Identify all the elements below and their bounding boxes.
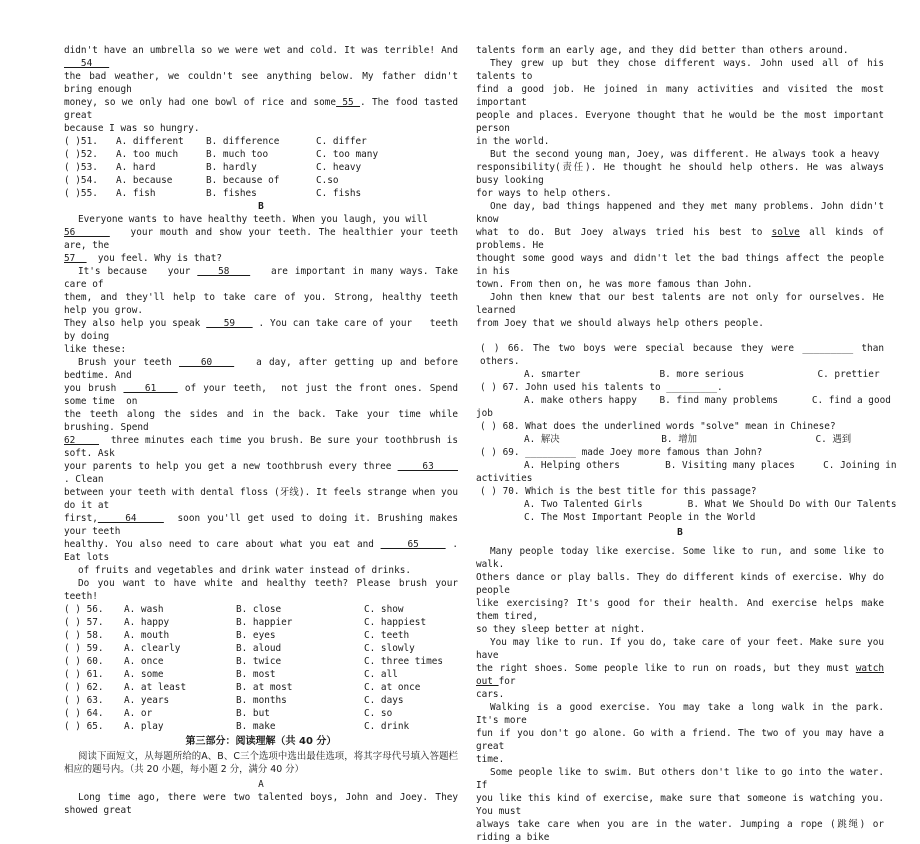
option-choice: B. because of [206,175,280,186]
option-choice: C. heavy [316,162,362,173]
option-choice: B. much too [206,149,269,160]
text-line: money, so we only had one bowl of rice and some 55 . The food tasted great [64,97,459,121]
text-line: town. From then on, he was more famous than John. [476,279,753,290]
option-row [64,694,458,707]
option-row [64,187,458,200]
question-66: ( ) 66. The two boys were special because they were _________ than others. [480,343,884,367]
option-row [64,135,458,148]
text-line: like these: [64,344,127,355]
option-row [64,629,458,642]
text-line: Some people like to swim. But others don't like to go into the water. If [476,767,884,791]
option-choice: C. all [364,669,398,680]
directions: 阅读下面短文，从每题所给的A、B、C三个选项中选出最佳选项，将其字母代号填入答题栏相应的题号内。（共 20 小题，每小题 2 分，满分 40 分） [64,751,458,775]
option-choice: B. fishes [206,188,257,199]
text-line: people and places. Everyone thought that he would be the most important person [476,110,884,134]
option-choice: A. hard [116,162,156,173]
option-choice: C. teeth [364,630,410,641]
option-choice: A. once [124,656,164,667]
text-line: Others dance or play balls. They do different kinds of exercise. Why do people [476,572,884,596]
question-number: ( )54. [64,175,98,186]
option-choice: A. happy [124,617,170,628]
option-choice: C. so [364,708,393,719]
text-line: what to do. But Joey always tried his best to solve all kinds of problems. He [476,227,885,251]
option-choice: B. difference [206,136,280,147]
text-line: them, and they'll help to take care of you. Strong, healthy teeth help you grow. [64,292,458,316]
options-68: A. 解决 B. 增加 C. 遇到 [524,434,852,445]
question-number: ( )55. [64,188,98,199]
text-line: the right shoes. Some people like to run on roads, but they must watch out for [476,663,884,687]
section-label-b: B [258,201,264,212]
text-line: thought some good ways and didn't let the bad things affect the people in his [476,253,884,277]
option-choice: B. months [236,695,287,706]
text-line: responsibility(责任). He thought he should help others. He was always busy looking [476,162,884,186]
option-choice: B. most [236,669,276,680]
text-line: cars. [476,689,505,700]
option-row [64,681,458,694]
text-line: first, 64 soon you'll get used to doing it. Brushing makes your teeth [64,513,458,537]
option-row [64,161,458,174]
text-line: Everyone wants to have healthy teeth. When you laugh, you will [78,214,428,225]
option-choice: A. at least [124,682,187,693]
section-label-b: B [677,527,683,538]
option-choice: C.so [316,175,339,186]
text-line: for ways to help others. [476,188,612,199]
option-row [64,642,458,655]
text-line: in the world. [476,136,550,147]
option-choice: A. some [124,669,164,680]
text-line: One day, bad things happened and they met many problems. John didn't know [476,201,884,225]
options-70-c: C. The Most Important People in the World [524,512,756,523]
option-choice: C. at once [364,682,421,693]
text-line: the bad weather, we couldn't see anything below. My father didn't bring enough [64,71,458,95]
text-line: your parents to help you get a new toothbrush every three 63 . Clean [64,461,458,485]
text-line: time. [476,754,505,765]
option-choice: B. eyes [236,630,276,641]
option-choice: C. too many [316,149,379,160]
option-choice: A. clearly [124,643,181,654]
text-line: They grew up but they chose different ways. John used all of his talents to [476,58,884,82]
option-choice: C. show [364,604,404,615]
option-row [64,668,458,681]
question-number: ( )52. [64,149,98,160]
section-3-heading: 第三部分：阅读理解（共 40 分） [185,736,337,747]
text-line: You may like to run. If you do, take care of your feet. Make sure you have [476,637,884,661]
question-number: ( ) 62. [64,682,104,693]
option-choice: A. mouth [124,630,170,641]
options-67-wrap: job [476,408,493,419]
question-67: ( ) 67. John used his talents to _________. [480,382,723,393]
question-number: ( ) 57. [64,617,104,628]
question-68: ( ) 68. What does the underlined words "solve" mean in Chinese? [480,421,836,432]
text-line: healthy. You also need to care about what you eat and 65 . Eat lots [64,539,458,563]
question-number: ( ) 58. [64,630,104,641]
option-choice: C. slowly [364,643,415,654]
text-line: didn't have an umbrella so we were wet and cold. It was terrible! And 54 [64,45,458,69]
options-56-65 [64,603,458,733]
option-row [64,720,458,733]
text-line: of fruits and vegetables and drink water instead of drinks. [78,565,412,576]
option-choice: C. three times [364,656,444,667]
text-line: Do you want to have white and healthy teeth? Please brush your teeth! [64,578,458,602]
option-choice: A. or [124,708,153,719]
options-70-ab: A. Two Talented Girls B. What We Should Do with Our Talents [524,499,897,510]
question-number: ( ) 60. [64,656,104,667]
option-row [64,603,458,616]
text-line: 57 you feel. Why is that? [64,253,223,264]
options-51-55 [64,135,458,200]
text-line: 56 your mouth and show your teeth. The healthier your teeth are, the [64,227,458,251]
text-line: talents form an early age, and they did better than others around. [476,45,849,56]
text-line: you brush 61 of your teeth, not just the front ones. Spend some time on [64,383,459,407]
options-66: A. smarter B. more serious C. prettier [524,369,880,380]
question-number: ( ) 56. [64,604,104,615]
option-choice: A. play [124,721,164,732]
text-line: Walking is a good exercise. You may take a long walk in the park. It's more [476,702,884,726]
text-line: 62 three minutes each time you brush. Be sure your toothbrush is soft. Ask [64,435,458,459]
text-line: between your teeth with dental floss (牙线). It feels strange when you do it at [64,487,458,511]
option-choice: B. twice [236,656,282,667]
option-choice: B. close [236,604,282,615]
text-line: you like this kind of exercise, make sure that someone is watching you. You must [476,793,884,817]
text-line: find a good job. He joined in many activities and visited the most important [476,84,884,108]
options-67: A. make others happy B. find many problems C. find a good [524,395,891,406]
question-number: ( )51. [64,136,98,147]
text-line: fun if you don't go alone. Go with a friend. The two of you may have a great [476,728,884,752]
option-choice: C. fishs [316,188,362,199]
option-row [64,707,458,720]
question-number: ( ) 63. [64,695,104,706]
text-line: But the second young man, Joey, was different. He always took a heavy [490,149,880,160]
right-column [476,44,897,844]
option-choice: C. differ [316,136,367,147]
question-number: ( ) 64. [64,708,104,719]
question-number: ( ) 61. [64,669,104,680]
option-choice: C. happiest [364,617,427,628]
text-line: like exercising? It's good for their health. And exercise helps make them tired, [476,598,884,622]
option-choice: B. hardly [206,162,257,173]
option-choice: C. drink [364,721,410,732]
option-choice: A. years [124,695,170,706]
option-choice: A. too much [116,149,179,160]
text-line: John then knew that our best talents are not only for ourselves. He learned [476,292,884,316]
option-choice: A. because [116,175,173,186]
option-row [64,616,458,629]
text-line: They also help you speak 59 . You can take care of your teeth by doing [64,318,458,342]
option-choice: B. aloud [236,643,282,654]
text-line: Long time ago, there were two talented boys, John and Joey. They showed great [64,792,458,816]
option-choice: A. wash [124,604,164,615]
text-line: Many people today like exercise. Some like to run, and some like to walk. [476,546,884,570]
text-line: from Joey that we should always help others people. [476,318,764,329]
text-line: so they sleep better at night. [476,624,646,635]
option-choice: A. different [116,136,184,147]
option-choice: B. happier [236,617,293,628]
section-label-a: A [258,779,264,790]
question-number: ( ) 59. [64,643,104,654]
text-line: It's because your 58 are important in many ways. Take care of [64,266,458,290]
question-number: ( )53. [64,162,98,173]
option-choice: B. at most [236,682,293,693]
question-70: ( ) 70. Which is the best title for this passage? [480,486,757,497]
text-line: always take care when you are in the water. Jumping a rope (跳绳) or riding a bike [476,819,884,843]
option-row [64,148,458,161]
text-line: Brush your teeth 60 a day, after getting up and before bedtime. And [64,357,459,381]
options-69: A. Helping others B. Visiting many places C. Joining in [524,460,897,471]
option-choice: B. make [236,721,276,732]
text-line: because I was so hungry. [64,123,200,134]
option-choice: B. but [236,708,270,719]
option-row [64,174,458,187]
question-number: ( ) 65. [64,721,104,732]
text-line: the teeth along the sides and in the back. Take your time while brushing. Spend [64,409,458,433]
option-choice: A. fish [116,188,156,199]
option-choice: C. days [364,695,404,706]
left-column [64,44,458,817]
question-69: ( ) 69. _________ made Joey more famous than John? [480,447,763,458]
options-69-wrap: activities [476,473,533,484]
option-row [64,655,458,668]
